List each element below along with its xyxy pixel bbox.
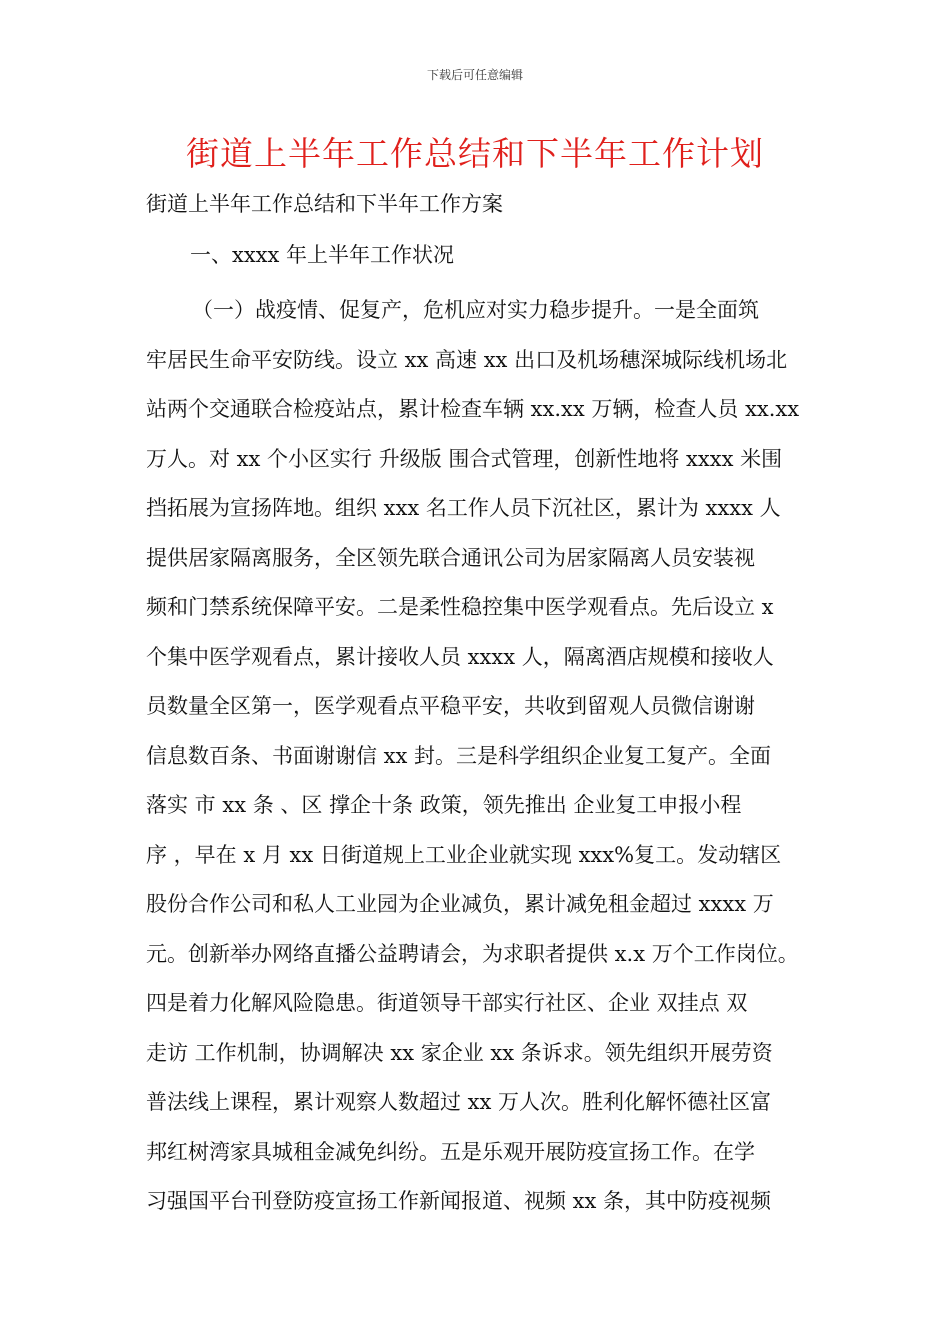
body-line: 员数量全区第一，医学观看点平稳平安，共收到留观人员微信谢谢: [146, 694, 755, 718]
body-line: 股份合作公司和私人工业园为企业减负，累计减免租金超过 xxxx 万: [146, 892, 774, 916]
body-line: 个集中医学观看点，累计接收人员 xxxx 人，隔离酒店规模和接收人: [146, 644, 774, 669]
body-line: 邦红树湾家具城租金减免纠纷。五是乐观开展防疫宣扬工作。在学: [146, 1139, 755, 1164]
body-line: 普法线上课程，累计观察人数超过 xx 万人次。胜利化解怀德社区富: [146, 1090, 772, 1114]
body-line: 提供居家隔离服务，全区领先联合通讯公司为居家隔离人员安装视: [146, 545, 755, 570]
body-line: 频和门禁系统保障平安。二是柔性稳控集中医学观看点。先后设立 x: [146, 595, 774, 619]
page-header-note: 下载后可任意编辑: [426, 68, 523, 82]
document-subtitle: 街道上半年工作总结和下半年工作方案: [146, 192, 503, 216]
body-line: 习强国平台刊登防疫宣扬工作新闻报道、视频 xx 条，其中防疫视频: [146, 1189, 772, 1213]
document-title: 街道上半年工作总结和下半年工作计划: [186, 134, 764, 173]
body-line: 信息数百条、书面谢谢信 xx 封。三是科学组织企业复工复产。全面: [146, 743, 772, 768]
body-line: 四是着力化解风险隐患。街道领导干部实行社区、企业 双挂点 双: [146, 991, 748, 1015]
body-line: 牢居民生命平安防线。设立 xx 高速 xx 出口及机场穗深城际线机场北: [146, 347, 788, 372]
section-heading: 一、xxxx 年上半年工作状况: [190, 243, 455, 267]
body-line: （一）战疫情、促复产，危机应对实力稳步提升。一是全面筑: [192, 298, 759, 322]
body-line: 万人。对 xx 个小区实行 升级版 围合式管理，创新性地将 xxxx 米围: [146, 446, 783, 471]
body-line: 站两个交通联合检疫站点，累计检查车辆 xx.xx 万辆，检查人员 xx.xx: [146, 397, 800, 421]
body-line: 走访 工作机制，协调解决 xx 家企业 xx 条诉求。领先组织开展劳资: [146, 1040, 773, 1065]
body-line: 元。创新举办网络直播公益聘请会，为求职者提供 x.x 万个工作岗位。: [146, 941, 799, 966]
body-text: [146, 286, 846, 1227]
body-line: 落实 市 xx 条 、区 撑企十条 政策，领先推出 企业复工申报小程: [146, 793, 742, 817]
body-line: 挡拓展为宣扬阵地。组织 xxx 名工作人员下沉社区，累计为 xxxx 人: [146, 496, 781, 520]
body-line: 序 ，早在 x 月 xx 日街道规上工业企业就实现 xxx%复工。发动辖区: [146, 842, 782, 867]
